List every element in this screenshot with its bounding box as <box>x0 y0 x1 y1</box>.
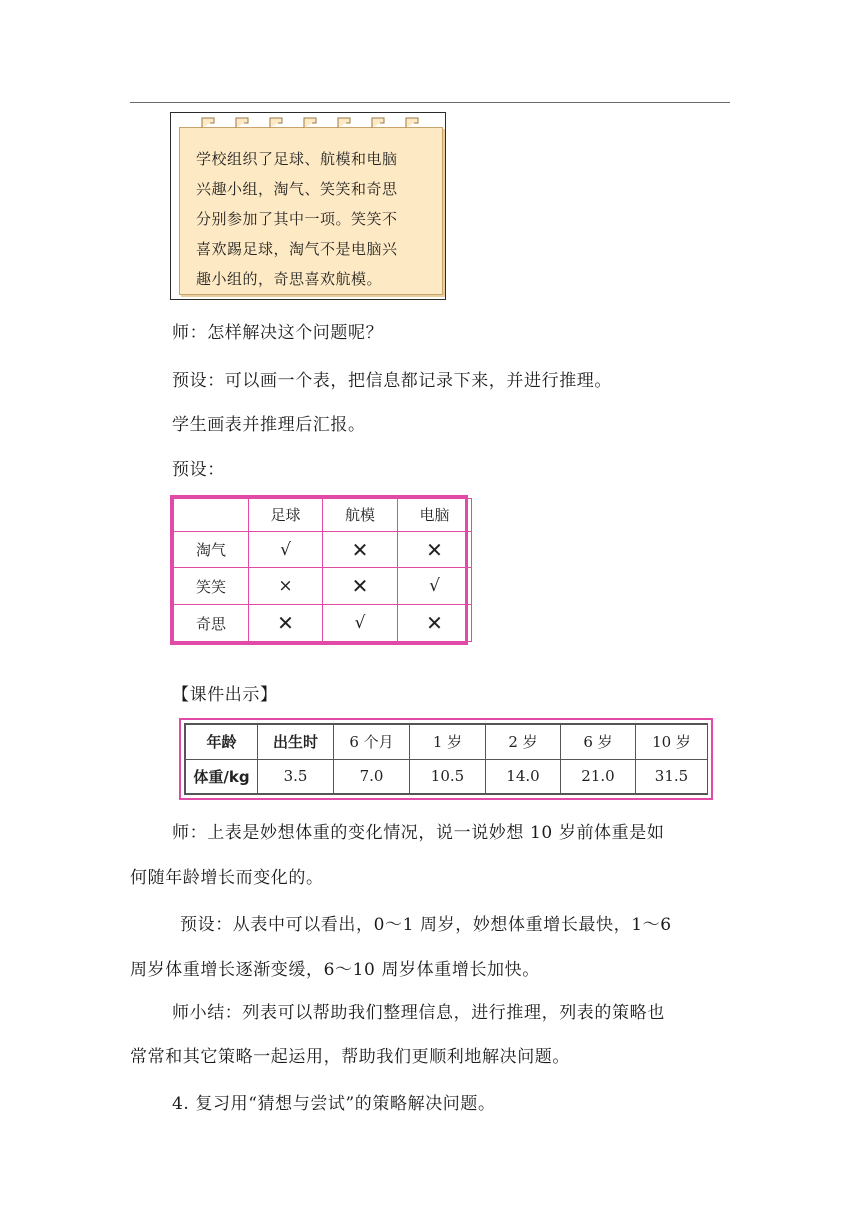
weight-table <box>179 718 713 800</box>
table-header-cell: 6 个月 <box>334 725 410 760</box>
paragraph-teacher-weight-line1: 师：上表是妙想体重的变化情况，说一说妙想 10 岁前体重是如 <box>172 823 665 843</box>
cross-mark: ✕ <box>398 605 472 642</box>
table-header-cell: 6 岁 <box>561 725 636 760</box>
row-label: 体重/kg <box>186 759 258 794</box>
paragraph-summary-line2: 常常和其它策略一起运用，帮助我们更顺利地解决问题。 <box>130 1047 570 1067</box>
table-header-cell: 1 岁 <box>410 725 486 760</box>
check-mark: √ <box>398 568 472 605</box>
paragraph-summary-line1: 师小结：列表可以帮助我们整理信息，进行推理，列表的策略也 <box>172 1003 665 1023</box>
table-header-cell: 出生时 <box>258 725 334 760</box>
paragraph-preset-draw-table: 预设：可以画一个表，把信息都记录下来，并进行推理。 <box>172 371 612 391</box>
table-header-cell: 2 岁 <box>486 725 561 760</box>
note-line: 学校组织了足球、航模和电脑 <box>196 150 398 168</box>
table-cell: 10.5 <box>410 759 486 794</box>
table-header-cell: 年龄 <box>186 725 258 760</box>
problem-note-card <box>170 112 446 300</box>
cross-mark: ✕ <box>323 568 398 605</box>
table-header-cell <box>174 499 249 532</box>
row-label: 笑笑 <box>174 568 249 605</box>
paragraph-student-report: 学生画表并推理后汇报。 <box>172 415 366 435</box>
table-cell: 14.0 <box>486 759 561 794</box>
cross-mark: × <box>249 568 323 605</box>
table-row <box>174 499 472 532</box>
check-mark: √ <box>323 605 398 642</box>
paragraph-preset-weight-line1: 预设：从表中可以看出，0～1 周岁，妙想体重增长最快，1～6 <box>180 915 672 935</box>
table-cell: 31.5 <box>636 759 708 794</box>
paragraph-section-4: 4. 复习用“猜想与尝试”的策略解决问题。 <box>172 1094 496 1114</box>
table-header-cell: 电脑 <box>398 499 472 532</box>
note-line: 分别参加了其中一项。笑笑不 <box>196 210 398 228</box>
table-row <box>174 568 472 605</box>
cross-mark: ✕ <box>398 531 472 568</box>
table-cell: 7.0 <box>334 759 410 794</box>
table-row <box>186 725 708 760</box>
row-label: 奇思 <box>174 605 249 642</box>
note-text <box>196 144 432 294</box>
table-header-cell: 足球 <box>249 499 323 532</box>
weight-table-inner <box>184 723 708 795</box>
paragraph-teacher-question: 师：怎样解决这个问题呢？ <box>172 323 384 343</box>
paragraph-courseware-show: 【课件出示】 <box>172 685 278 705</box>
table-cell: 3.5 <box>258 759 334 794</box>
table-header-cell: 10 岁 <box>636 725 708 760</box>
table-row <box>174 531 472 568</box>
table-cell: 21.0 <box>561 759 636 794</box>
cross-mark: ✕ <box>249 605 323 642</box>
paragraph-preset-weight-line2: 周岁体重增长逐渐变缓，6～10 周岁体重增长加快。 <box>130 960 540 980</box>
row-label: 淘气 <box>174 531 249 568</box>
table-row <box>174 605 472 642</box>
page-header-rule <box>130 102 730 103</box>
note-paper <box>179 127 443 295</box>
note-line: 趣小组的，奇思喜欢航模。 <box>196 270 383 288</box>
note-line: 喜欢踢足球，淘气不是电脑兴 <box>196 240 398 258</box>
reasoning-table <box>170 495 468 645</box>
check-mark: √ <box>249 531 323 568</box>
paragraph-preset-label: 预设： <box>172 460 225 480</box>
table-row <box>186 759 708 794</box>
note-binding-tabs <box>180 114 442 128</box>
table-header-cell: 航模 <box>323 499 398 532</box>
cross-mark: ✕ <box>323 531 398 568</box>
note-line: 兴趣小组，淘气、笑笑和奇思 <box>196 180 398 198</box>
paragraph-teacher-weight-line2: 何随年龄增长而变化的。 <box>130 868 324 888</box>
